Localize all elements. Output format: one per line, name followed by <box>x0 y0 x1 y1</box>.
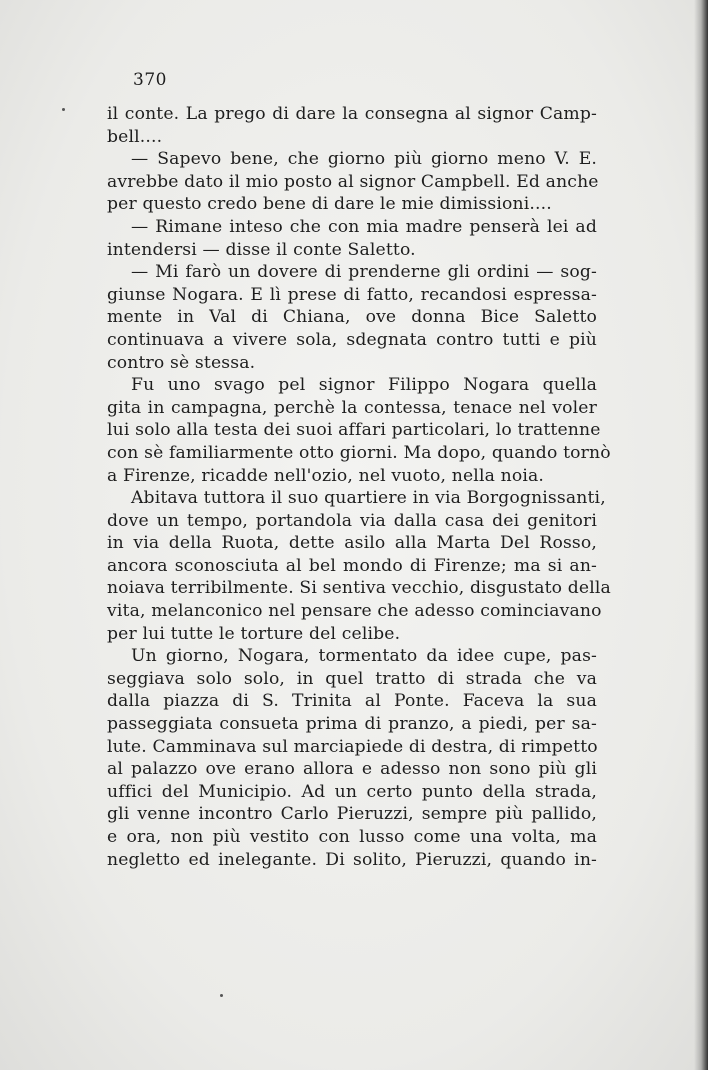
text-line: noiava terribilmente. Si sentiva vecchio, disgustato della <box>107 578 611 599</box>
text-line: per questo credo bene di dare le mie dimissioni.... <box>107 194 552 215</box>
text-line: con sè familiarmente otto giorni. Ma dopo, quando tornò <box>107 442 611 463</box>
text-line: gli venne incontro Carlo Pieruzzi, sempre più pallido, <box>107 804 597 825</box>
text-line: dalla piazza di S. Trinita al Ponte. Faceva la sua <box>107 691 597 712</box>
text-line: Un giorno, Nogara, tormentato da idee cupe, pas- <box>131 646 597 667</box>
text-line: negletto ed inelegante. Di solito, Pieruzzi, quando in- <box>107 849 597 870</box>
text-line: dove un tempo, portandola via dalla casa dei genitori <box>107 510 597 531</box>
text-line: mente in Val di Chiana, ove donna Bice Saletto <box>107 307 597 328</box>
text-line: vita, melanconico nel pensare che adesso cominciavano <box>107 601 602 622</box>
text-line: e ora, non più vestito con lusso come una volta, ma <box>107 827 597 847</box>
text-line: in via della Ruota, dette asilo alla Marta Del Rosso, <box>107 533 597 554</box>
text-line: bell.... <box>107 126 163 147</box>
text-line: avrebbe dato il mio posto al signor Campbell. Ed anche <box>107 171 599 192</box>
text-line: per lui tutte le torture del celibe. <box>107 623 401 644</box>
text-line: uffici del Municipio. Ad un certo punto della strada, <box>107 781 597 802</box>
text-line: contro sè stessa. <box>107 352 256 373</box>
text-line: lui solo alla testa dei suoi affari particolari, lo trattenne <box>107 420 601 441</box>
text-line: ancora sconosciuta al bel mondo di Firenze; ma si an- <box>107 555 597 576</box>
ink-speck <box>220 994 223 997</box>
text-line: Fu uno svago pel signor Filippo Nogara quella <box>131 375 597 396</box>
ink-speck <box>62 108 65 111</box>
text-line: — Mi farò un dovere di prenderne gli ordini — sog- <box>131 262 597 283</box>
text-line: il conte. La prego di dare la consegna al signor Camp- <box>107 104 597 124</box>
page-edge-shadow <box>694 0 708 1070</box>
text-line: — Sapevo bene, che giorno più giorno meno V. E. <box>131 149 597 170</box>
text-line: passeggiata consueta prima di pranzo, a piedi, per sa- <box>107 714 597 735</box>
text-line: lute. Camminava sul marciapiede di destra, di rimpetto <box>107 736 598 757</box>
text-line: seggiava solo solo, in quel tratto di strada che va <box>107 668 597 689</box>
text-line: a Firenze, ricadde nell'ozio, nel vuoto, nella noia. <box>107 465 544 486</box>
page-number: 370 <box>133 70 167 90</box>
text-line: al palazzo ove erano allora e adesso non sono più gli <box>107 759 597 780</box>
text-line: intendersi — disse il conte Saletto. <box>107 239 416 260</box>
text-line: Abitava tuttora il suo quartiere in via Borgognissanti, <box>131 488 606 509</box>
body-text <box>107 103 611 871</box>
text-line: — Rimane inteso che con mia madre penserà lei ad <box>131 216 597 237</box>
text-line: continuava a vivere sola, sdegnata contro tutti e più <box>107 329 597 350</box>
text-line: gita in campagna, perchè la contessa, tenace nel voler <box>107 397 597 418</box>
text-line: giunse Nogara. E lì prese di fatto, recandosi espressa- <box>107 284 597 305</box>
